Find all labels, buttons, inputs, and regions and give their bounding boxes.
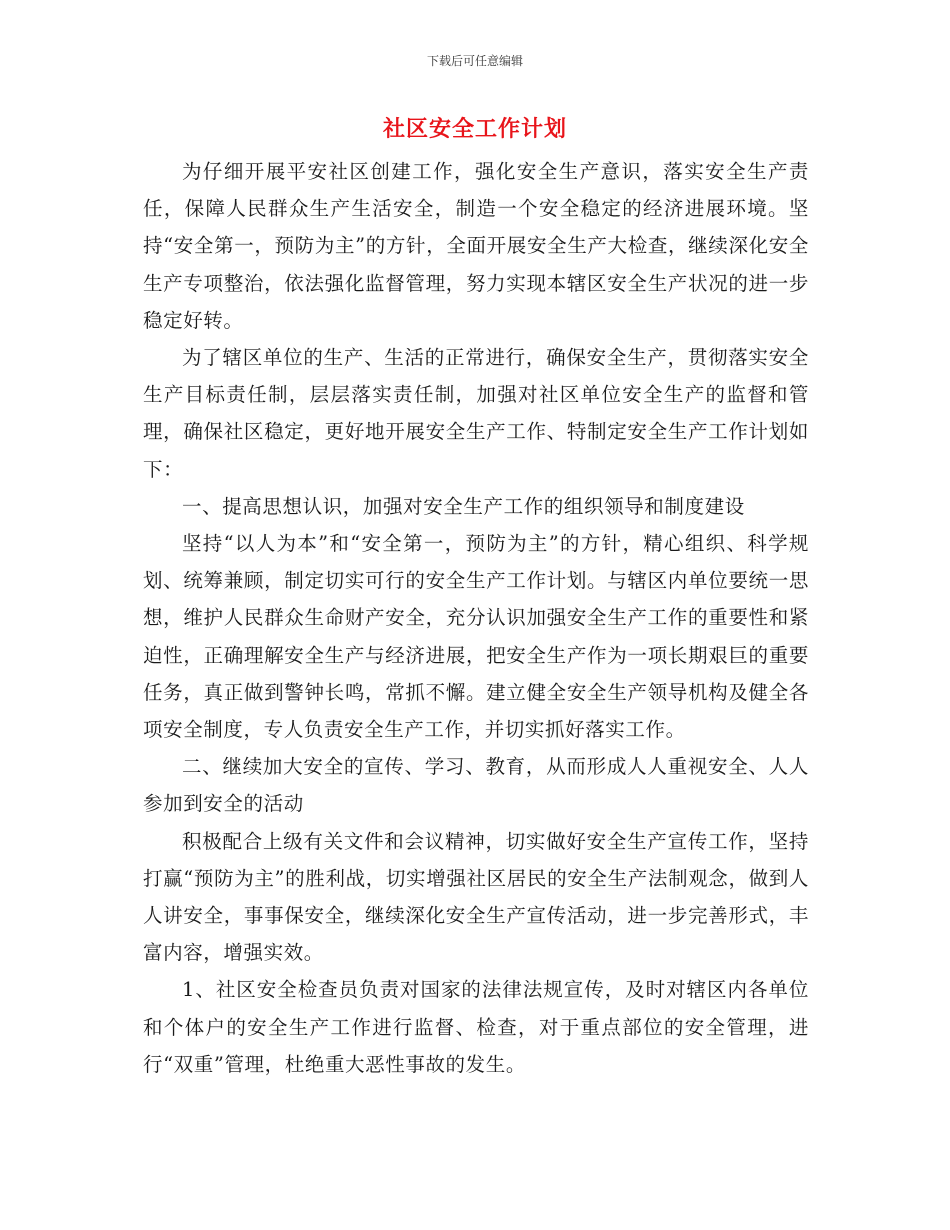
paragraph-intro: 为仔细开展平安社区创建工作，强化安全生产意识，落实安全生产责任，保障人民群众生产生活安全，制造一个安全稳定的经济进展环境。坚持“安全第一，预防为主”的方针，全面开展安全生产大检查，继续深化安全生产专项整治，依法强化监督管理，努力实现本辖区安全生产状况的进一步稳定好转。 — [143, 160, 809, 332]
paragraph-section-1: 坚持“以人为本”和“安全第一，预防为主”的方针，精心组织、科学规划、统筹兼顾，制定切实可行的安全生产工作计划。与辖区内单位要统一思想，维护人民群众生命财产安全，充分认识加强安全生产工作的重要性和紧迫性，正确理解安全生产与经济进展，把安全生产作为一项长期艰巨的重要任务，真正做到警钟长鸣，常抓不懈。建立健全安全生产领导机构及健全各项安全制度，专人负责安全生产工作，并切实抓好落实工作。 — [143, 532, 809, 742]
section-heading-1: 一、提高思想认识，加强对安全生产工作的组织领导和制度建设 — [182, 494, 745, 518]
document-title: 社区安全工作计划 — [382, 116, 567, 142]
paragraph-item-1: 1、社区安全检查员负责对国家的法律法规宣传，及时对辖区内各单位和个体户的安全生产工作进行监督、检查，对于重点部位的安全管理，进行“双重”管理，杜绝重大恶性事故的发生。 — [143, 978, 809, 1076]
page-header-note: 下载后可任意编辑 — [426, 54, 523, 68]
paragraph-section-2: 积极配合上级有关文件和会议精神，切实做好安全生产宣传工作，坚持打赢“预防为主”的胜利战，切实增强社区居民的安全生产法制观念，做到人人讲安全，事事保安全，继续深化安全生产宣传活动，进一步完善形式，丰富内容，增强实效。 — [143, 829, 809, 965]
document-body — [143, 153, 809, 1083]
section-heading-2: 二、继续加大安全的宣传、学习、教育，从而形成人人重视安全、人人参加到安全的活动 — [143, 755, 809, 816]
paragraph-purpose: 为了辖区单位的生产、生活的正常进行，确保安全生产，贯彻落实安全生产目标责任制，层层落实责任制，加强对社区单位安全生产的监督和管理，确保社区稳定，更好地开展安全生产工作、特制定安全生产工作计划如下： — [143, 346, 809, 481]
